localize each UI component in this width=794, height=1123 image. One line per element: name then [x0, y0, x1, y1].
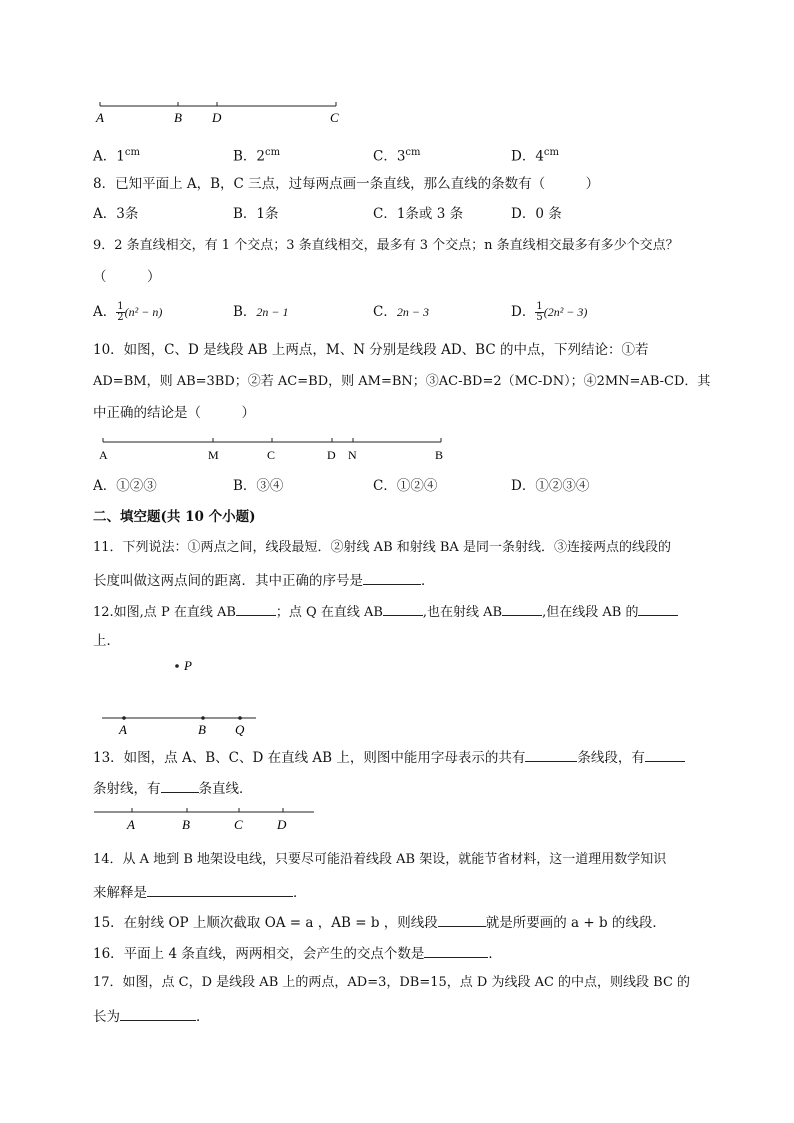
q11-line1: 11．下列说法：①两点之间，线段最短．②射线 AB 和射线 BA 是同一条射线．③连接两点的线段的 — [93, 540, 671, 555]
q12-line2: 上． — [93, 633, 120, 649]
point-label: B — [182, 817, 190, 832]
q16-line: 16．平面上 4 条直线，两两相交，会产生的交点个数是 ． — [93, 943, 502, 963]
q10-line1: 10．如图，C、D 是线段 AB 上两点，M、N 分别是线段 AD、BC 的中点，下列结论：①若 — [93, 342, 649, 358]
point-label: N — [348, 448, 357, 462]
answer-blank[interactable] — [525, 747, 577, 762]
q9-option-d[interactable]: D． $\frac{1}{5}$ (2n² − 3) — [511, 301, 588, 323]
q11-line2: 长度叫做这两点间的距离．其中正确的序号是 ． — [93, 570, 435, 590]
answer-blank[interactable] — [236, 601, 276, 616]
q9-stem-line2: （ ） — [93, 269, 161, 285]
q7-option-b[interactable]: B．$2^{cm}$ — [233, 147, 281, 165]
point-label: M — [208, 448, 219, 462]
point-label: A — [96, 110, 104, 125]
point-label: A — [99, 448, 108, 462]
point-label: C — [267, 448, 276, 462]
section-title: 二、填空题(共 10 个小题) — [93, 509, 256, 525]
answer-blank[interactable] — [424, 943, 488, 958]
answer-blank[interactable] — [438, 912, 486, 927]
answer-blank[interactable] — [161, 778, 199, 793]
q14-line1: 14．从 A 地到 B 地架设电线，只要尽可能沿着线段 AB 架设，就能节省材料，这一道理用数学知识 — [93, 852, 667, 867]
q17-line2: 长为 ． — [93, 1006, 210, 1026]
line-figure-q12 — [98, 656, 268, 736]
q7-option-a[interactable]: A．$1^{cm}$ — [93, 147, 140, 165]
line-figure-q13 — [92, 802, 322, 836]
segment-figure-q10 — [95, 434, 455, 466]
point-label: B — [435, 448, 444, 462]
point-label: C — [234, 817, 243, 832]
q10-line3: 中正确的结论是（ ） — [93, 405, 255, 421]
point-label: B — [198, 722, 206, 736]
q10-line2: AD=BM，则 AB=3BD；②若 AC=BD，则 AM=BN；③AC-BD=2（MC-DN）；④2MN=AB-CD．其 — [93, 374, 711, 389]
q10-option-a[interactable]: A．①②③ — [93, 478, 157, 494]
q8-stem: 8．已知平面上 A，B，C 三点，过每两点画一条直线，那么直线的条数有（ ） — [93, 176, 600, 192]
point-label: Q — [235, 722, 245, 736]
answer-blank[interactable] — [383, 601, 423, 616]
q15-line: 15．在射线 OP 上顺次截取 OA = a ，AB = b ，则线段 就是所要画的 a + b 的线段． — [93, 912, 666, 932]
answer-blank[interactable] — [120, 1006, 196, 1021]
q9-option-a[interactable]: A． $\frac{1}{2}$ (n² − n) — [93, 301, 163, 323]
point-label: A — [127, 817, 135, 832]
point-label: B — [174, 110, 182, 125]
q7-option-d[interactable]: D．$4^{cm}$ — [511, 147, 560, 165]
answer-blank[interactable] — [502, 601, 542, 616]
q14-line2: 来解释是 ． — [93, 882, 307, 902]
q9-option-b[interactable]: B．2n − 1 — [233, 304, 289, 320]
fraction: $\frac{1}{2}$ — [117, 301, 124, 323]
fraction: $\frac{1}{5}$ — [536, 301, 543, 323]
q17-line1: 17．如图，点 C，D 是线段 AB 上的两点，AD=3，DB=15，点 D 为线段 AC 的中点，则线段 BC 的 — [93, 975, 691, 990]
q9-stem-line1: 9．2 条直线相交，有 1 个交点；3 条直线相交，最多有 3 个交点；n 条直线相交最多有多少个交点？ — [93, 238, 679, 253]
point-label: D — [212, 110, 222, 125]
q8-option-c[interactable]: C．1条或 3 条 — [373, 206, 464, 222]
point-label: D — [327, 448, 336, 462]
segment-figure-top — [90, 96, 360, 130]
q8-option-b[interactable]: B．1条 — [233, 206, 279, 222]
q10-option-d[interactable]: D．①②③④ — [511, 478, 590, 494]
answer-blank[interactable] — [645, 747, 685, 762]
point-label: P — [184, 658, 192, 673]
q9-option-c[interactable]: C．2n − 3 — [373, 304, 429, 320]
q7-option-c[interactable]: C．$3^{cm}$ — [373, 147, 421, 165]
point-label: A — [119, 722, 127, 736]
q10-option-c[interactable]: C．①②④ — [373, 478, 438, 494]
q13-line2: 条射线，有 条直线． — [93, 778, 253, 798]
q10-option-b[interactable]: B．③④ — [233, 478, 284, 494]
answer-blank[interactable] — [638, 601, 678, 616]
answer-blank[interactable] — [147, 882, 293, 897]
point-label: D — [277, 817, 287, 832]
point-label: C — [330, 110, 339, 125]
q8-option-d[interactable]: D．0 条 — [511, 206, 562, 222]
answer-blank[interactable] — [363, 570, 421, 585]
q8-option-a[interactable]: A．3条 — [93, 206, 139, 222]
q13-line1: 13．如图，点 A、B、C、D 在直线 AB 上，则图中能用字母表示的共有 条线段，有 — [93, 747, 685, 767]
q12-line1: 12.如图,点 P 在直线 AB ；点 Q 在直线 AB ,也在射线 AB ,但在线段 AB 的 — [93, 601, 678, 622]
